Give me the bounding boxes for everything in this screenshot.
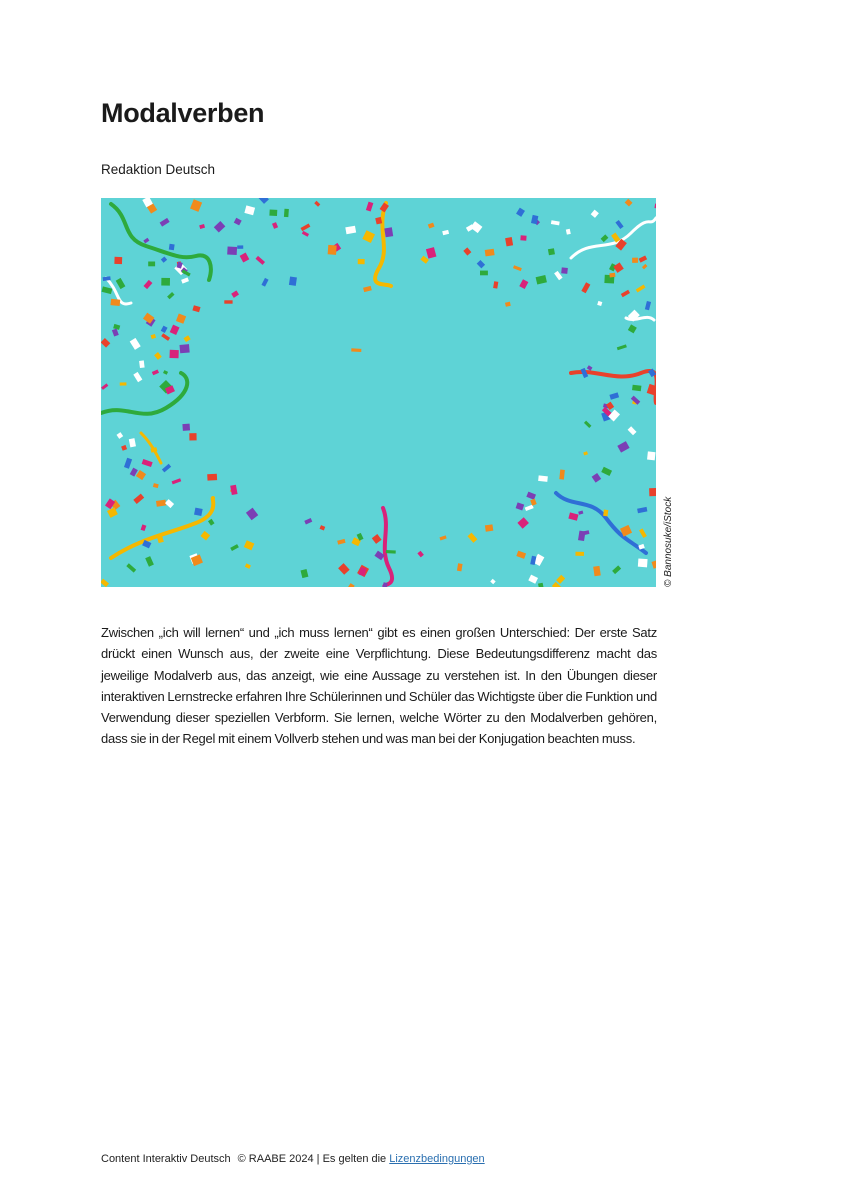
confetti-illustration-icon — [101, 198, 656, 587]
license-link[interactable]: Lizenzbedingungen — [389, 1153, 485, 1165]
confetti-piece — [538, 475, 548, 481]
image-credit: © Bannosuke/iStock — [663, 496, 674, 587]
confetti-piece — [269, 210, 277, 216]
confetti-piece — [161, 278, 170, 286]
page-title: Modalverben — [101, 98, 265, 128]
confetti-piece — [548, 248, 555, 255]
footer-copyright: © RAABE 2024 | Es gelten die — [237, 1153, 387, 1165]
confetti-piece — [632, 258, 638, 263]
confetti-piece — [609, 273, 615, 278]
confetti-piece — [114, 257, 122, 264]
confetti-piece — [351, 348, 361, 352]
confetti-piece — [170, 350, 179, 359]
confetti-piece — [237, 245, 243, 249]
footer — [101, 1151, 485, 1167]
confetti-piece — [328, 245, 337, 255]
confetti-image — [101, 198, 656, 587]
confetti-piece — [632, 385, 641, 392]
confetti-piece — [194, 508, 203, 516]
confetti-piece — [485, 249, 495, 257]
confetti-piece — [110, 299, 120, 306]
confetti-piece — [148, 262, 155, 267]
confetti-piece — [638, 559, 648, 568]
confetti-piece — [520, 235, 526, 240]
confetti-piece — [289, 277, 297, 286]
confetti-piece — [575, 552, 584, 556]
confetti-piece — [224, 300, 232, 303]
confetti-piece — [358, 259, 365, 264]
confetti-piece — [480, 271, 488, 276]
confetti-piece — [647, 451, 656, 460]
confetti-piece — [189, 433, 196, 440]
confetti-piece — [180, 344, 190, 353]
confetti-piece — [505, 237, 513, 246]
footer-product: Content Interaktiv Deutsch — [101, 1153, 231, 1165]
confetti-piece — [227, 247, 237, 255]
confetti-piece — [284, 209, 289, 217]
author-line: Redaktion Deutsch — [101, 162, 216, 177]
confetti-piece — [169, 244, 175, 250]
confetti-piece — [593, 566, 601, 576]
confetti-piece — [386, 550, 396, 554]
confetti-piece — [603, 510, 608, 517]
confetti-piece — [384, 227, 393, 237]
confetti-piece — [561, 267, 568, 274]
intro-paragraph: Zwischen „ich will lernen“ und „ich muss lernen“ gibt es einen großen Unterschied: Der erste Satz drückt einen Wunsch aus, der zweite eine Verpflichtung. Diese Bedeutungsdifferenz macht das jeweilige Modalverb aus, das anzeigt, wie eine Aussage zu verstehen ist. In den Übungen dieser interaktiven Lernstrecke erfahren Ihre Schülerinnen und Schüler das Wichtigste über die Funktion und Verwendung dieser speziellen Verbform. Sie lernen, welche Wörter zu den Modalverben gehören, dass sie in der Regel mit einem Vollverb stehen und was man bei der Konjugation beachten muss. — [101, 625, 657, 747]
confetti-piece — [139, 360, 145, 368]
confetti-piece — [182, 424, 190, 431]
confetti-piece — [649, 488, 656, 496]
confetti-piece — [207, 474, 217, 481]
confetti-piece — [120, 382, 127, 385]
confetti-piece — [485, 524, 493, 531]
